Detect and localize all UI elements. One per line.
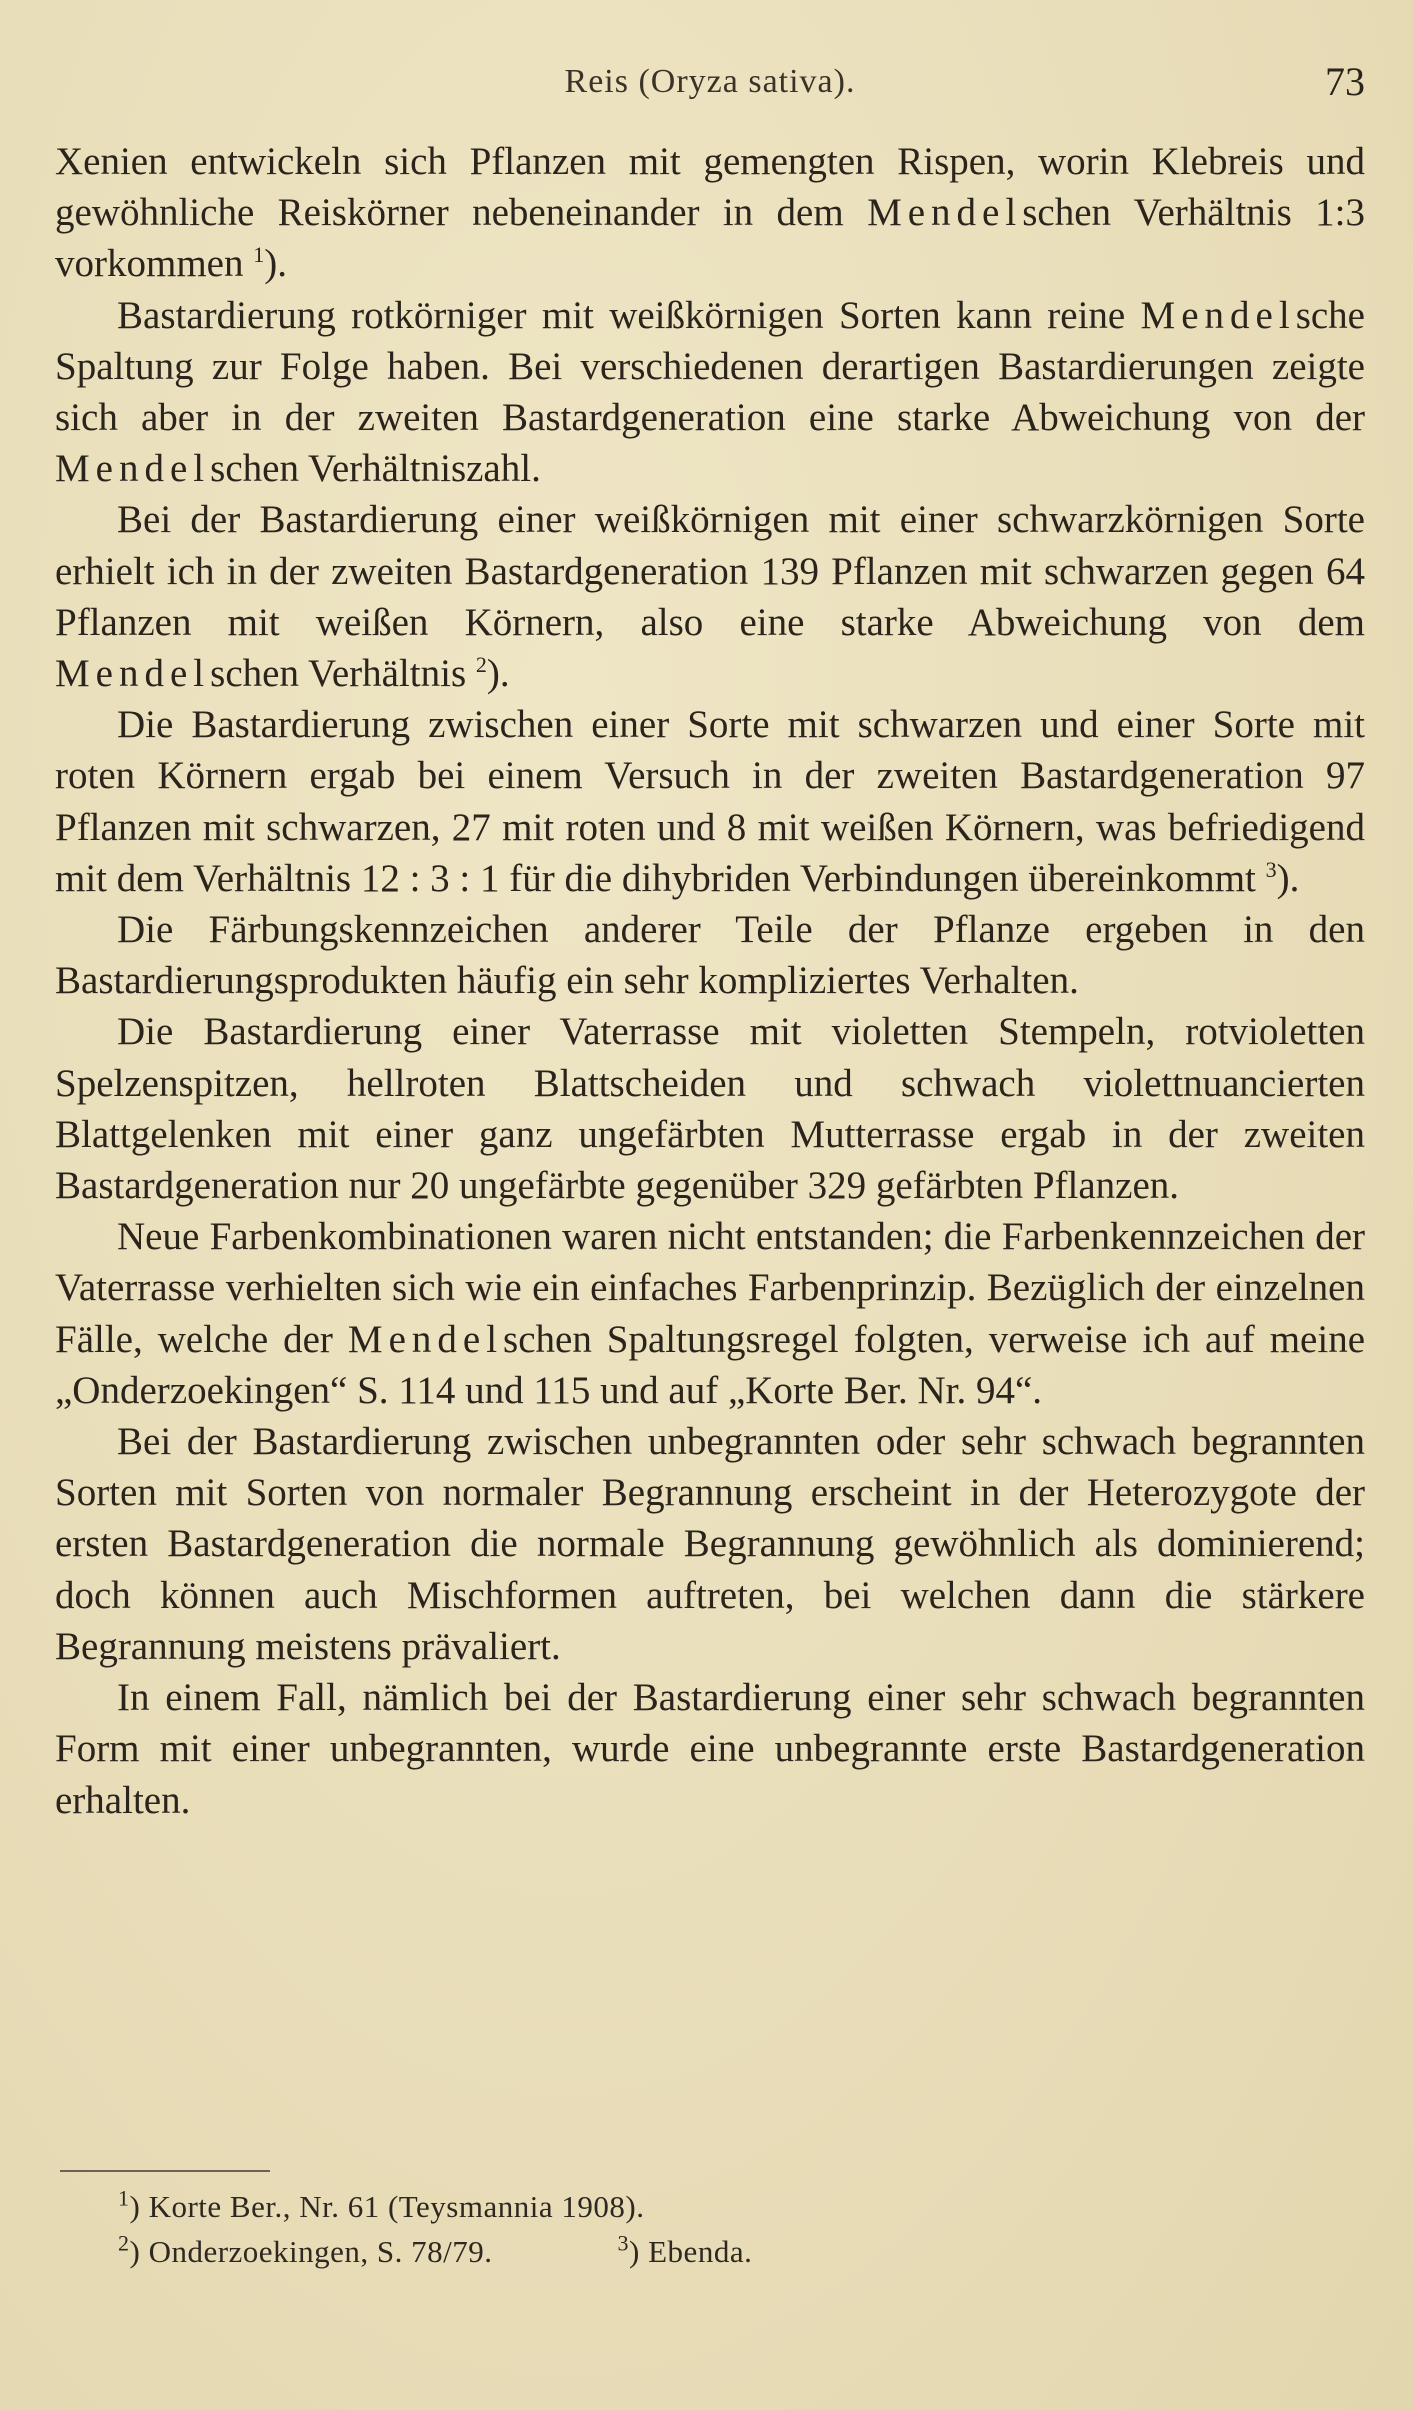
paragraph-7: Neue Farbenkombinationen waren nicht entstanden; die Farbenkennzeichen der Vaterrasse verhielten sich wie ein einfaches Farbenprinzip. Bezüglich der einzelnen Fälle, welche der Mendelschen Spaltungsregel folgten, verweise ich auf meine „Onderzoekingen“ S. 114 und 115 und auf „Korte Ber. Nr. 94“. — [55, 1215, 1365, 1412]
paragraph-1: Xenien entwickeln sich Pflanzen mit gemengten Rispen, worin Klebreis und gewöhnliche Reiskörner nebeneinander in dem Mendelschen Verhältnis 1:3 vorkommen $^1$). — [55, 140, 1365, 286]
paragraph-4: Die Bastardierung zwischen einer Sorte mit schwarzen und einer Sorte mit roten Körnern ergab bei einem Versuch in der zweiten Bastardgeneration 97 Pflanzen mit schwarzen, 27 mit roten und 8 mit weißen Körnern, was befriedigend mit dem Verhältnis 12 : 3 : 1 für die dihybriden Verbindungen übereinkommt $^3$). — [55, 703, 1365, 900]
name-mendel: Mendel — [55, 652, 211, 696]
footnote-mark: 1 — [118, 2185, 130, 2211]
paragraph-8: Bei der Bastardierung zwischen unbegrannten oder sehr schwach begrannten Sorten mit Sorten von normaler Begrannung erscheint in der Heterozygote der ersten Bastardgeneration die normale Begrannung gewöhnlich als dominierend; doch können auch Mischformen auftreten, bei welchen dann die stärkere Begrannung meistens prävaliert. — [55, 1420, 1365, 1668]
footnote-2-3-line — [118, 2229, 1218, 2274]
footnote-divider — [60, 2170, 270, 2172]
paragraph-6: Die Bastardierung einer Vaterrasse mit violetten Stempeln, rotvioletten Spelzenspitzen, hellroten Blattscheiden und schwach violettnuancierten Blattgelenken mit einer ganz ungefärbten Mutterrasse ergab in der zweiten Bastardgeneration nur 20 ungefärbte gegenüber 329 gefärbten Pflanzen. — [55, 1010, 1365, 1208]
footnote-ref-2: 2 — [475, 652, 487, 678]
paragraph-2: Bastardierung rotkörniger mit weißkörnigen Sorten kann reine Mendelsche Spaltung zur Folge haben. Bei verschiedenen derartigen Bastardierungen zeigte sich aber in der zweiten Bastardgeneration eine starke Abweichung von der Mendelschen Verhältniszahl. — [55, 293, 1365, 491]
footnote-1: $^1$) Korte Ber., Nr. 61 (Teysmannia 1908). — [118, 2185, 645, 2224]
footnote-3: ) Ebenda. — [629, 2234, 753, 2269]
footnote-ref-1: 1 — [253, 242, 265, 268]
body-text — [55, 136, 1365, 1826]
name-mendel: Mendel — [1140, 293, 1296, 337]
paragraph-3: Bei der Bastardierung einer weißkörnigen mit einer schwarzkörnigen Sorte erhielt ich in der zweiten Bastardgeneration 139 Pflanzen mit schwarzen gegen 64 Pflanzen mit weißen Körnern, also eine starke Abweichung von dem Mendelschen Verhältnis $^2$). — [55, 498, 1365, 696]
name-mendel: Mendel — [55, 447, 211, 491]
name-mendel: Mendel — [867, 191, 1023, 235]
paragraph-9: In einem Fall, nämlich bei der Bastardierung einer sehr schwach begrannten Form mit einer unbegrannten, wurde eine unbegrannte erste Bastardgeneration erhalten. — [55, 1676, 1365, 1822]
footnote-ref-3: 3 — [1265, 856, 1277, 882]
running-head — [55, 56, 1365, 108]
footnote-mark: 2 — [118, 2230, 130, 2256]
name-mendel: Mendel — [347, 1317, 504, 1361]
footnote-2: ) Onderzoekingen, S. 78/79. — [129, 2234, 493, 2269]
footnotes — [118, 2184, 1218, 2274]
footnote-mark: 3 — [617, 2230, 630, 2256]
paragraph-5: Die Färbungskennzeichen anderer Teile der Pflanze ergeben in den Bastardierungsprodukten häufig ein sehr kompliziertes Verhalten. — [55, 908, 1365, 1003]
running-title: Reis (Oryza sativa). — [564, 63, 856, 100]
page-number: 73 — [1325, 59, 1365, 104]
